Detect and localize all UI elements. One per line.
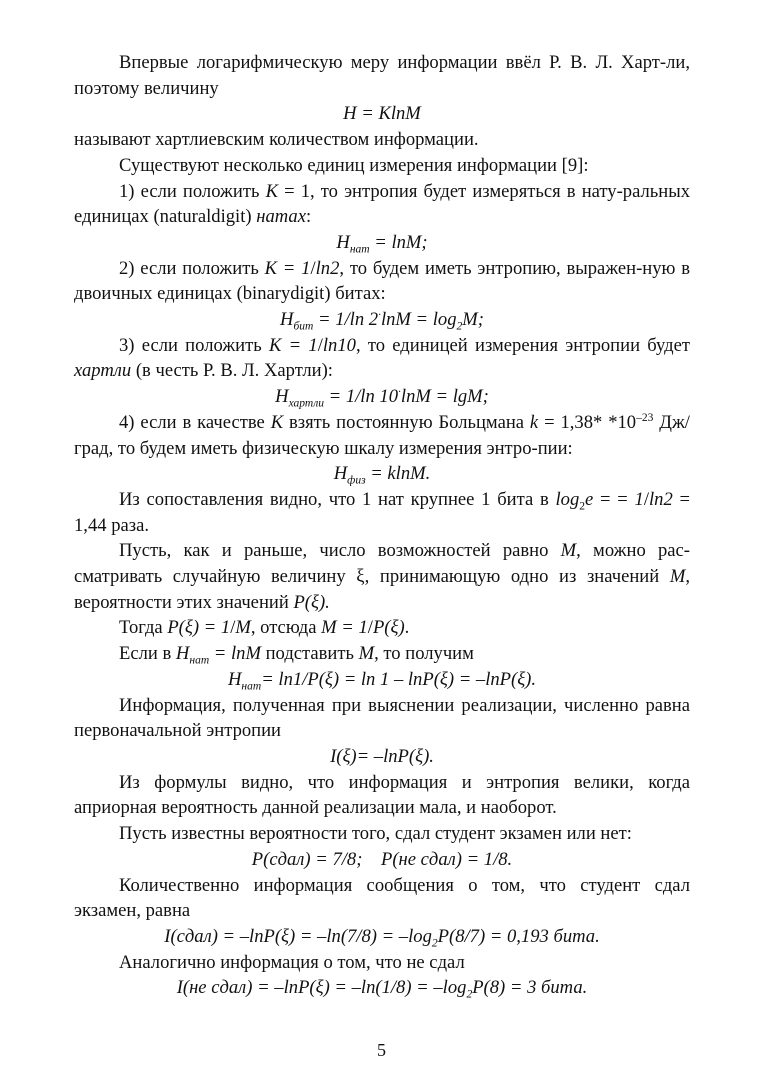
paragraph-bit: 2) если положить K = 1/ln2, то будем иметь энтропию, выражен-ную в двоичных единицах (binarydigit) битах: <box>74 257 691 305</box>
paragraph-comparison: Из сопоставления видно, что 1 нат крупнее 1 бита в $\log_2e$ = = 1/ln2 = 1,44 раза. <box>74 488 690 536</box>
paragraph-boltzmann: 4) если в качестве K взять постоянную Больцмана k = 1,38* $*10^{-23}$ Дж/град, то будем иметь физическую шкалу измерения энтро-пии: <box>74 411 690 459</box>
paragraph-information: Информация, полученная при выяснении реализации, численно равна первоначальной энтропии <box>74 694 690 742</box>
paragraph-units-intro: Существуют несколько единиц измерения информации [9]: <box>119 154 589 176</box>
paragraph-random-variable: Пусть, как и раньше, число возможностей равно M, можно рас-сматривать случайную величину ξ, принимающую одно из значений M, вероятности этих значений P(ξ). <box>74 540 690 613</box>
paragraph-hartley-intro: Впервые логарифмическую меру информации ввёл Р. В. Л. Харт-ли, поэтому величину <box>74 52 690 99</box>
formula-hartley: H = KlnM <box>343 103 421 125</box>
formula-physical: $H_{физ} = klnM$. <box>333 463 431 487</box>
paragraph-hartley-unit: 3) если положить K = 1/ln10, то единицей измерения энтропии будет хартли (в честь Р. В. Л. Хартли): <box>74 334 691 382</box>
paragraph-substitute: Если в $H_{нат} = \ln M$ подставить M, то получим <box>119 643 474 667</box>
formula-bit: $H_{бит} = 1/\ln$ $2^\cdot\ln M = \log_2M$; <box>280 308 484 333</box>
page-number: 5 <box>377 1040 386 1060</box>
formula-failed: I(не сдал) = $-\ln P(\xi) = -\ln(1/8) = -\log_2P(8) = 3$ бита. <box>176 977 588 1002</box>
paragraph-hartley-name: называют хартлиевским количеством информации. <box>74 129 479 151</box>
paragraph-conclusion: Из формулы видно, что информация и энтропия велики, когда априорная вероятность данной реализации мала, и наоборот. <box>74 771 690 819</box>
formula-probabilities: P(сдал) = 7/8; P(не сдал) = 1/8. <box>251 848 513 870</box>
paragraph-passed-info: Количественно информация сообщения о том, что студент сдал экзамен, равна <box>74 874 690 922</box>
formula-nat: $H_{нат} = \ln M$; <box>336 231 428 256</box>
page-body <box>74 50 690 1001</box>
paragraph-student-example: Пусть известны вероятности того, сдал студент экзамен или нет: <box>119 823 632 845</box>
formula-information: I(ξ)= –lnP(ξ). <box>330 745 434 767</box>
formula-passed: I(сдал) = $-\ln P(\xi) = -\ln(7/8) = -\log_2P(8/7) = 0,193$ бита. <box>164 925 600 950</box>
paragraph-nat: 1) если положить K = 1, то энтропия будет измеряться в нату-ральных единицах (naturaldigit) натах: <box>74 180 690 228</box>
formula-hartley-unit: $H_{хартли} = 1/\ln$ 10·lnM = lgM; <box>275 385 489 410</box>
formula-substitution: $H_{нат}= \ln 1/P(\xi) = \ln 1 - \ln P(\xi) = -\ln P(\xi)$. <box>227 668 537 693</box>
paragraph-failed-info: Аналогично информация о том, что не сдал <box>119 951 465 973</box>
paragraph-then: Тогда P(ξ) = 1/M, отсюда M = 1/P(ξ). <box>119 617 410 639</box>
